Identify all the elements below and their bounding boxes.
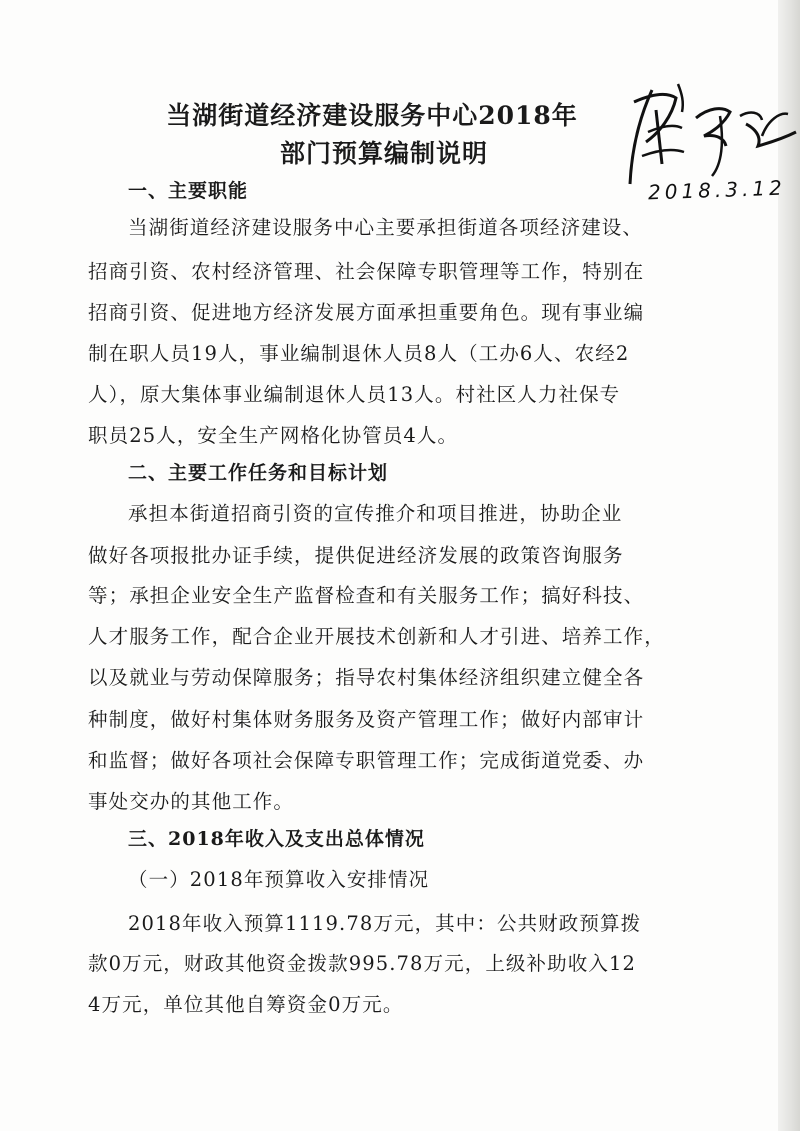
- section-2-line: 事处交办的其他工作。: [88, 790, 295, 813]
- document-title-line2: 部门预算编制说明: [279, 139, 488, 168]
- section-2-line: 和监督；做好各项社会保障专职管理工作；完成街道党委、办: [88, 749, 645, 772]
- section-1-line: 招商引资、农村经济管理、社会保障专职管理等工作，特别在: [88, 260, 645, 283]
- section-1-line: 人），原大集体事业编制退休人员13人。村社区人力社保专: [88, 383, 621, 406]
- section-2-line: 等；承担企业安全生产监督检查和有关服务工作；搞好科技、: [88, 584, 645, 607]
- section-2-line: 人才服务工作，配合企业开展技术创新和人才引进、培养工作，: [88, 625, 665, 648]
- section-3-heading: 三、2018年收入及支出总体情况: [128, 828, 425, 850]
- section-1-line: 招商引资、促进地方经济发展方面承担重要角色。现有事业编: [88, 301, 645, 324]
- document-title-line1: 当湖街道经济建设服务中心2018年: [166, 101, 578, 130]
- signature-date: 2018.3.12: [647, 175, 787, 205]
- section-2-line: 种制度，做好村集体财务服务及资产管理工作；做好内部审计: [88, 708, 645, 731]
- section-1-line: 当湖街道经济建设服务中心主要承担街道各项经济建设、: [128, 216, 644, 239]
- section-2-line: 以及就业与劳动保障服务；指导农村集体经济组织建立健全各: [88, 666, 645, 689]
- section-2-line: 承担本街道招商引资的宣传推介和项目推进，协助企业: [128, 502, 623, 525]
- section-1-heading: 一、主要职能: [128, 180, 249, 202]
- section-2-heading: 二、主要工作任务和目标计划: [128, 462, 389, 484]
- section-1-line: 制在职人员19人，事业编制退休人员8人（工办6人、农经2: [88, 342, 630, 365]
- section-3-line: 款0万元，财政其他资金拨款995.78万元，上级补助收入12: [88, 952, 636, 975]
- section-3-line: 2018年收入预算1119.78万元，其中：公共财政预算拨: [128, 912, 642, 935]
- section-3-subheading: （一）2018年预算收入安排情况: [128, 868, 430, 891]
- section-3-line: 4万元，单位其他自筹资金0万元。: [88, 993, 404, 1016]
- section-1-line: 职员25人，安全生产网格化协管员4人。: [88, 424, 459, 447]
- section-2-line: 做好各项报批办证手续，提供促进经济发展的政策咨询服务: [88, 544, 624, 567]
